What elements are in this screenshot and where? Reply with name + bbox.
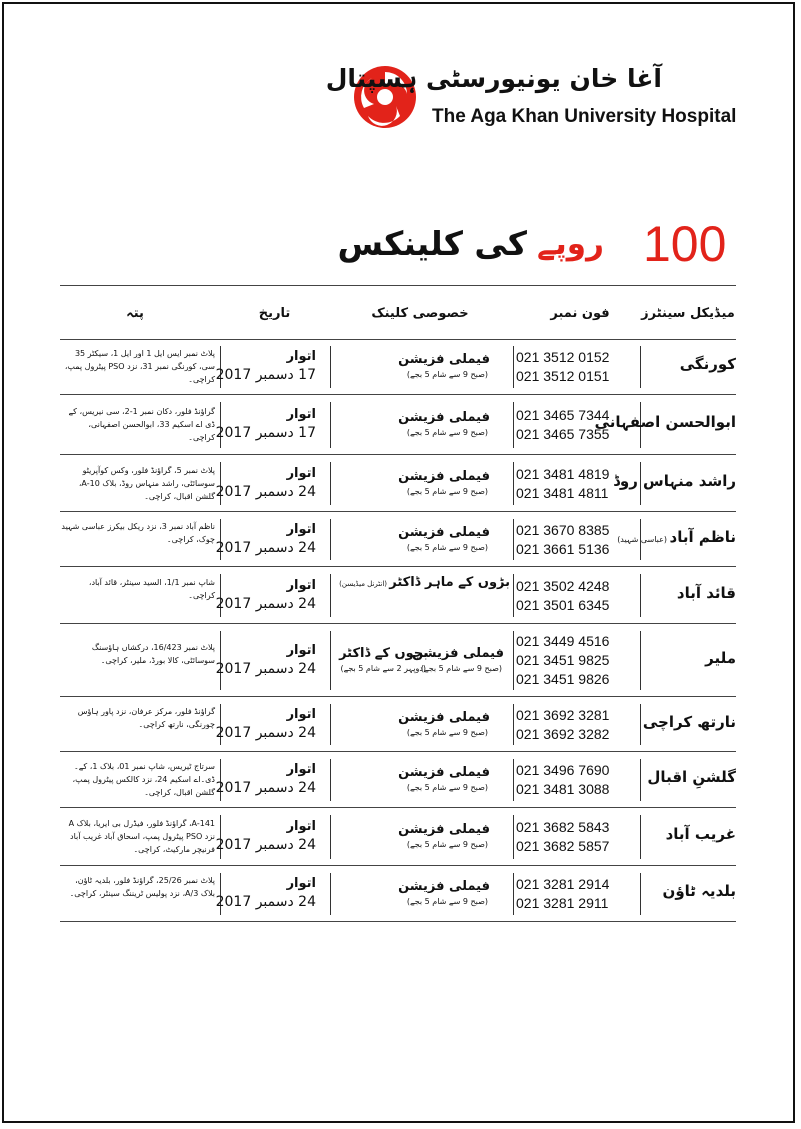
center-name-note: (عباسی شہید) bbox=[617, 534, 670, 544]
clinic-name: فیملی فزیشن bbox=[398, 709, 490, 725]
clinic-time: (صبح 9 سے شام 5 بجے) bbox=[406, 486, 488, 496]
header-date: تاریخ bbox=[258, 306, 291, 321]
day-name: اتوار bbox=[286, 521, 316, 537]
address: پلاٹ نمبر 5، گراؤنڈ فلور، وکس کوآپریٹو سوسائٹی، راشد منہاس روڈ، بلاک A-10، گلشن اقبال، کراچی۔ bbox=[78, 465, 215, 501]
separator-phone bbox=[513, 631, 514, 690]
day-name: اتوار bbox=[286, 642, 316, 658]
day-name: اتوار bbox=[286, 762, 316, 777]
day-name: اتوار bbox=[286, 876, 316, 891]
clinic-name: فیملی فزیشن bbox=[398, 822, 490, 837]
table-row bbox=[60, 339, 736, 395]
phone-numbers bbox=[516, 761, 626, 799]
center-name-text: کورنگی bbox=[679, 355, 736, 373]
header-clinic: خصوصی کلینک bbox=[371, 306, 469, 321]
table-row bbox=[60, 567, 736, 624]
clinic-name: فیملی فزیشن bbox=[398, 879, 490, 894]
clinic-time: (صبح 9 سے شام 5 بجے) bbox=[406, 428, 488, 437]
phone-number: 021 3692 3281 bbox=[516, 706, 610, 723]
clinic-name: فیملی فزیشن bbox=[398, 765, 490, 780]
event-date: 24 دسمبر 2017 bbox=[215, 539, 316, 556]
date-cell bbox=[215, 577, 316, 614]
phone-numbers bbox=[516, 818, 626, 856]
brand-name-english: The Aga Khan University Hospital bbox=[432, 106, 737, 127]
separator-phone bbox=[513, 759, 514, 801]
phone-number: 021 3465 7344 bbox=[516, 407, 610, 423]
clinic-entry bbox=[310, 524, 490, 553]
phone-number: 021 3481 4819 bbox=[516, 465, 610, 482]
clinic-name: بچوں کے ڈاکٹر bbox=[339, 645, 428, 661]
clinic-entry bbox=[310, 878, 490, 907]
phone-number: 021 3512 0151 bbox=[516, 368, 610, 384]
separator-phone bbox=[513, 402, 514, 448]
center-name-text: ملیر bbox=[705, 648, 736, 667]
clinic-primary bbox=[412, 645, 504, 674]
clinic-entry bbox=[310, 468, 490, 497]
phone-number: 021 3465 7355 bbox=[516, 426, 610, 442]
phone-number: 021 3481 3088 bbox=[516, 781, 610, 797]
separator-phone bbox=[513, 462, 514, 505]
address: A-141، گراؤنڈ فلور، فیڈرل بی ایریا، بلاک A نزد PSO پیٹرول پمپ، اسحاق آباد غریب آباد فرنیچر مارکیٹ، کراچی۔ bbox=[68, 819, 215, 854]
header-centers: میڈیکل سینٹرز bbox=[641, 306, 735, 321]
event-date: 24 دسمبر 2017 bbox=[215, 483, 316, 500]
table-row bbox=[60, 624, 736, 697]
clinic-name: فیملی فزیشن bbox=[398, 410, 490, 425]
clinic-time: (دوپہر 2 سے شام 5 بجے) bbox=[340, 663, 426, 673]
center-name-text: گلشنِ اقبال bbox=[647, 768, 736, 786]
date-cell bbox=[215, 642, 316, 679]
date-cell bbox=[215, 706, 316, 743]
table-top-rule bbox=[60, 285, 736, 286]
phone-number: 021 3661 5136 bbox=[516, 540, 610, 557]
clinic-entry bbox=[310, 821, 490, 850]
separator-phone bbox=[513, 574, 514, 617]
clinic-time: (صبح 9 سے شام 5 بجے) bbox=[406, 783, 488, 792]
day-name: اتوار bbox=[286, 706, 316, 722]
event-date: 24 دسمبر 2017 bbox=[215, 724, 316, 741]
event-date: 24 دسمبر 2017 bbox=[215, 660, 316, 677]
phone-number: 021 3670 8385 bbox=[516, 521, 610, 538]
table-row bbox=[60, 697, 736, 752]
brand-name-urdu: آغا خان یونیورسٹی ہسپتال bbox=[325, 64, 662, 93]
headline bbox=[337, 210, 740, 280]
clinic-name: بڑوں کے ماہر ڈاکٹر (انٹرنل میڈیسن) bbox=[339, 574, 510, 590]
clinic-time: (صبح 9 سے شام 5 بجے) bbox=[420, 663, 502, 673]
phone-number: 021 3281 2911 bbox=[516, 895, 609, 911]
clinic-name: فیملی فزیشن bbox=[412, 645, 504, 661]
clinic-name: فیملی فزیشن bbox=[398, 468, 490, 484]
separator-phone bbox=[513, 704, 514, 745]
address: ناظم آباد نمبر 3، نزد ریکل بیکرز عباسی شہید چوک، کراچی۔ bbox=[61, 521, 215, 544]
date-cell bbox=[215, 761, 316, 798]
clinic-time: (صبح 9 سے شام 5 بجے) bbox=[406, 840, 488, 849]
phone-numbers bbox=[516, 875, 626, 913]
phone-number: 021 3692 3282 bbox=[516, 725, 610, 742]
center-name-text: بلدیہ ٹاؤن bbox=[662, 882, 736, 900]
phone-number: 021 3512 0152 bbox=[516, 349, 610, 365]
day-name: اتوار bbox=[286, 349, 316, 364]
clinic-note: (انٹرنل میڈیسن) bbox=[339, 579, 390, 588]
clinic-time: (صبح 9 سے شام 5 بجے) bbox=[406, 727, 488, 737]
date-cell bbox=[215, 348, 316, 385]
event-date: 24 دسمبر 2017 bbox=[215, 894, 316, 910]
clinic-entry bbox=[310, 351, 490, 380]
phone-numbers bbox=[516, 406, 626, 444]
event-date: 17 دسمبر 2017 bbox=[215, 425, 316, 441]
phone-number: 021 3502 4248 bbox=[516, 577, 610, 594]
center-name-text: ناظم آباد bbox=[669, 527, 736, 546]
row-rule bbox=[60, 921, 736, 922]
address: سرتاج ٹیریس، شاپ نمبر 01، بلاک 1، کے۔ڈی۔اے اسکیم 24، نزد کالکس پیٹرول پمپ، گلشن اقبال، کراچی۔ bbox=[72, 762, 215, 797]
event-date: 17 دسمبر 2017 bbox=[215, 367, 316, 383]
table-row bbox=[60, 808, 736, 866]
address: گراؤنڈ فلور، مرکز عرفان، نزد پاور ہاؤس چورنگی، نارتھ کراچی۔ bbox=[77, 706, 215, 729]
separator-phone bbox=[513, 873, 514, 915]
clinic-entry bbox=[310, 764, 490, 793]
clinic-entry bbox=[330, 574, 510, 593]
address: پلاٹ نمبر 16/423، درکشاں ہاؤسنگ سوسائٹی، کالا بورڈ، ملیر، کراچی۔ bbox=[91, 642, 215, 665]
table-row bbox=[60, 752, 736, 808]
separator-phone bbox=[513, 815, 514, 859]
day-name: اتوار bbox=[286, 819, 316, 834]
phone-numbers bbox=[516, 632, 626, 689]
phone-number: 021 3451 9825 bbox=[516, 652, 610, 668]
date-cell bbox=[215, 406, 316, 443]
day-name: اتوار bbox=[286, 407, 316, 422]
phone-number: 021 3281 2914 bbox=[516, 876, 610, 892]
address: پلاٹ نمبر 25/26، گراؤنڈ فلور، بلدیہ ٹاؤن، بلاک A/3، نزد پولیس ٹریننگ سینٹر، کراچی۔ bbox=[69, 876, 215, 898]
center-name-text: ابوالحسن اصفہانی bbox=[594, 413, 736, 431]
date-cell bbox=[215, 875, 316, 912]
day-name: اتوار bbox=[286, 577, 316, 593]
center-name-text: غریب آباد bbox=[665, 825, 736, 843]
phone-number: 021 3451 9826 bbox=[516, 671, 610, 687]
date-cell bbox=[215, 465, 316, 502]
table-row bbox=[60, 866, 736, 922]
headline-clinics: کی کلینکس bbox=[337, 224, 527, 263]
address: پلاٹ نمبر ایس ایل 1 اور ایل 1، سیکٹر 35 سی، کورنگی نمبر 31، نزد PSO پیٹرول پمپ، کراچی۔ bbox=[64, 349, 215, 384]
clinic-entry bbox=[310, 709, 490, 738]
event-date: 24 دسمبر 2017 bbox=[215, 780, 316, 796]
date-cell bbox=[215, 818, 316, 855]
event-date: 24 دسمبر 2017 bbox=[215, 595, 316, 612]
phone-number: 021 3449 4516 bbox=[516, 633, 610, 649]
clinic-time: (صبح 9 سے شام 5 بجے) bbox=[406, 897, 488, 906]
address: گراؤنڈ فلور، دکان نمبر 1-2، سی نیریس، کے ڈی اے اسکیم 33، ابوالحسن اصفہانی، کراچی۔ bbox=[68, 407, 215, 442]
clinic-time: (صبح 9 سے شام 5 بجے) bbox=[406, 542, 488, 552]
center-name-text: نارتھ کراچی bbox=[642, 712, 736, 731]
phone-numbers bbox=[516, 521, 626, 559]
phone-numbers bbox=[516, 465, 626, 503]
phone-number: 021 3481 4811 bbox=[516, 484, 609, 501]
headline-amount: 100 bbox=[643, 216, 727, 272]
separator-phone bbox=[513, 346, 514, 388]
clinic-name: فیملی فزیشن bbox=[398, 524, 490, 540]
table-row bbox=[60, 455, 736, 512]
phone-numbers bbox=[516, 348, 626, 386]
address: شاپ نمبر 1/1، السید سینٹر، قائد آباد، کراچی۔ bbox=[88, 577, 215, 600]
phone-numbers bbox=[516, 706, 626, 744]
phone-number: 021 3682 5843 bbox=[516, 819, 610, 835]
day-name: اتوار bbox=[286, 465, 316, 481]
clinic-name: فیملی فزیشن bbox=[398, 352, 490, 367]
clinic-secondary bbox=[339, 645, 428, 674]
headline-rupay: روپے bbox=[537, 226, 604, 262]
clinic-entry bbox=[310, 409, 490, 438]
table-row bbox=[60, 395, 736, 455]
table-row bbox=[60, 512, 736, 567]
header-phone: فون نمبر bbox=[550, 306, 610, 321]
phone-number: 021 3682 5857 bbox=[516, 838, 610, 854]
clinic-time: (صبح 9 سے شام 5 بجے) bbox=[406, 370, 488, 379]
separator-clinic bbox=[330, 631, 331, 690]
center-name-text: راشد منہاس روڈ bbox=[613, 471, 736, 490]
header-address: پتہ bbox=[126, 306, 144, 321]
phone-number: 021 3501 6345 bbox=[516, 596, 610, 613]
separator-phone bbox=[513, 519, 514, 560]
phone-numbers bbox=[516, 577, 626, 615]
event-date: 24 دسمبر 2017 bbox=[215, 837, 316, 853]
center-name-text: قائد آباد bbox=[676, 583, 736, 602]
date-cell bbox=[215, 521, 316, 558]
phone-number: 021 3496 7690 bbox=[516, 762, 610, 778]
